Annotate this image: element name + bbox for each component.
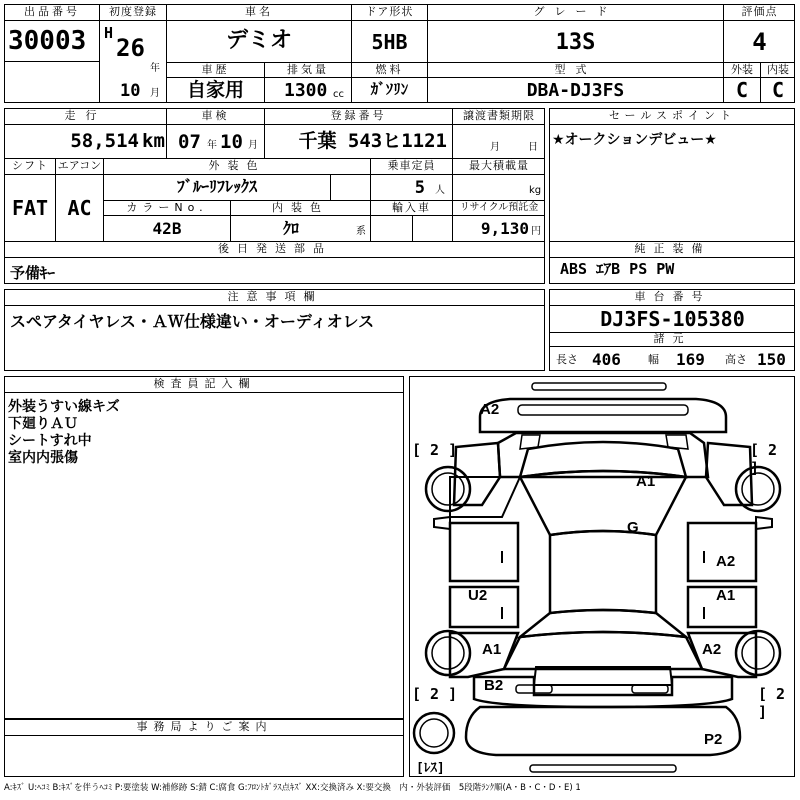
tire-tread-bracket: [ 2 ] [750,441,778,477]
lot-number: 30003 [8,26,87,56]
score-value: 4 [752,28,767,56]
damage-code: A1 [482,641,502,658]
height-value: 150 [757,350,786,369]
history-label: 車歴 [201,63,230,76]
int-grade-value: C [771,78,785,102]
tire-tread-bracket: [ 2 ] [412,441,458,459]
inspector-line: シートすれ中 [8,433,92,449]
displacement-value: 1300 [284,80,328,101]
inspection-year-unit: 年 [207,140,217,151]
inspection-month-unit: 月 [248,140,258,151]
color-value: ﾌﾞﾙｰﾘﾌﾚｯｸｽ [176,177,257,196]
inspection-month: 10 [220,131,243,153]
load-label: 最大積載量 [469,159,529,172]
ext-grade-label: 外装 [731,63,753,76]
displacement-unit: cc [333,89,344,100]
transfer-month-unit: 月 [490,142,500,153]
car-name-label: 車名 [245,5,273,18]
shift-value: FAT [11,196,49,220]
recycle-unit: 円 [531,226,541,237]
grade-label: グレード [533,5,618,18]
dims-label: 諸元 [653,332,692,345]
interior-color-label: 内装色 [272,201,329,214]
capacity-unit: 人 [435,185,445,196]
aircon-value: AC [67,196,92,220]
selling-point-label: セールスポイント [608,109,736,122]
history-value: 自家用 [186,79,244,101]
damage-code: G [627,519,639,536]
inspector-line: 室内内張傷 [8,450,78,466]
inspector-line: 外装うすい線キズ [8,399,120,415]
interior-color-value: ｸﾛ [282,219,299,238]
car-name-value: デミオ [225,28,292,53]
colorno-label: カラーNo. [126,201,208,214]
first-reg-label: 初度登録 [109,5,157,18]
plate-value: 千葉 543ヒ1121 [298,130,447,152]
damage-code: A2 [702,641,722,658]
damage-code: A1 [636,473,656,490]
legend-text: A:ｷｽﾞ U:ﾍｺﾐ B:ｷｽﾞを伴うﾍｺﾐ P:要塗装 W:補修跡 S:錆 C:腐食 G:ﾌﾛﾝﾄｶﾞﾗｽ点ｷｽﾞ XX:交換済み X:要交換 内・外装評価 5段階ﾗﾝｸ順(A・B・C・D・E) 1 [4,783,581,793]
reg-year-value: 26 [116,34,145,62]
plate-label: 登録番号 [330,109,387,122]
later-parts-value: 予備ｷｰ [10,264,56,282]
inspector-label: 検査員記入欄 [153,377,256,390]
damage-code: P2 [704,731,723,748]
displacement-label: 排気量 [287,63,329,76]
capacity-label: 乗車定員 [387,159,436,172]
fuel-value: ｶﾞｿﾘﾝ [370,80,409,98]
fuel-label: 燃料 [375,63,404,76]
width-value: 169 [676,350,705,369]
inspection-label: 車検 [201,109,230,122]
damage-code: A1 [716,587,736,604]
transfer-day-unit: 日 [528,142,538,153]
int-grade-label: 内装 [767,63,789,76]
mileage-label: 走行 [64,109,107,122]
score-label: 評価点 [741,5,778,18]
tire-tread-bracket: [ 2 ] [412,685,458,703]
chassis-label: 車台番号 [634,290,711,303]
import-label: 輸入車 [392,201,431,214]
chassis-value: DJ3FS-105380 [600,307,745,331]
aircon-label: エアコン [57,159,102,172]
tire-tread-bracket: [ 2 ] [758,685,786,721]
mileage-unit: km [142,130,165,152]
model-label: 型式 [554,63,597,76]
door-label: ドア形状 [365,5,414,18]
mileage-value: 58,514 [70,130,139,152]
reg-month-value: 10 [120,81,141,101]
recycle-label: リサイクル預託金 [459,202,539,213]
width-label: 幅 [648,353,659,366]
spare-tire-bracket: [ﾚｽ] [416,761,445,776]
car-diagram [409,376,795,777]
lot-label: 出品番号 [24,5,80,18]
length-label: 長さ [556,353,578,366]
equipment-value: ABS ｴｱB PS PW [560,260,675,278]
damage-code: B2 [484,677,504,694]
capacity-value: 5 [414,178,425,198]
car-outline-diagram [410,377,796,778]
transfer-label: 譲渡書類期限 [463,109,535,122]
ext-grade-value: C [735,78,749,102]
recycle-value: 9,130 [480,219,529,238]
load-unit: kg [529,185,542,196]
door-value: 5HB [371,30,408,54]
era-value: H [104,24,114,42]
color-label: 外装色 [208,159,266,172]
office-label: 事務局よりご案内 [136,720,273,733]
model-value: DBA-DJ3FS [526,80,625,101]
notes-label: 注意事項欄 [227,290,323,303]
colorno-value: 42B [152,219,182,238]
interior-color-unit: 系 [356,226,366,237]
selling-point-value: ★オークションデビュー★ [552,132,717,148]
reg-year-unit: 年 [150,63,160,74]
height-label: 高さ [725,353,747,366]
damage-code: A2 [716,553,736,570]
equipment-label: 純正装備 [634,242,711,255]
shift-label: シフト [12,159,48,172]
grade-value: 13S [555,30,596,55]
inspection-year: 07 [178,131,201,153]
notes-value: スペアタイヤレス・ＡＷ仕様違い・オーディオレス [10,312,375,331]
inspector-line: 下廻りＡＵ [8,416,78,432]
length-value: 406 [592,350,621,369]
reg-month-unit: 月 [150,88,160,99]
damage-code: A2 [480,401,500,418]
damage-code: U2 [468,587,488,604]
later-parts-label: 後日発送部品 [218,242,332,255]
